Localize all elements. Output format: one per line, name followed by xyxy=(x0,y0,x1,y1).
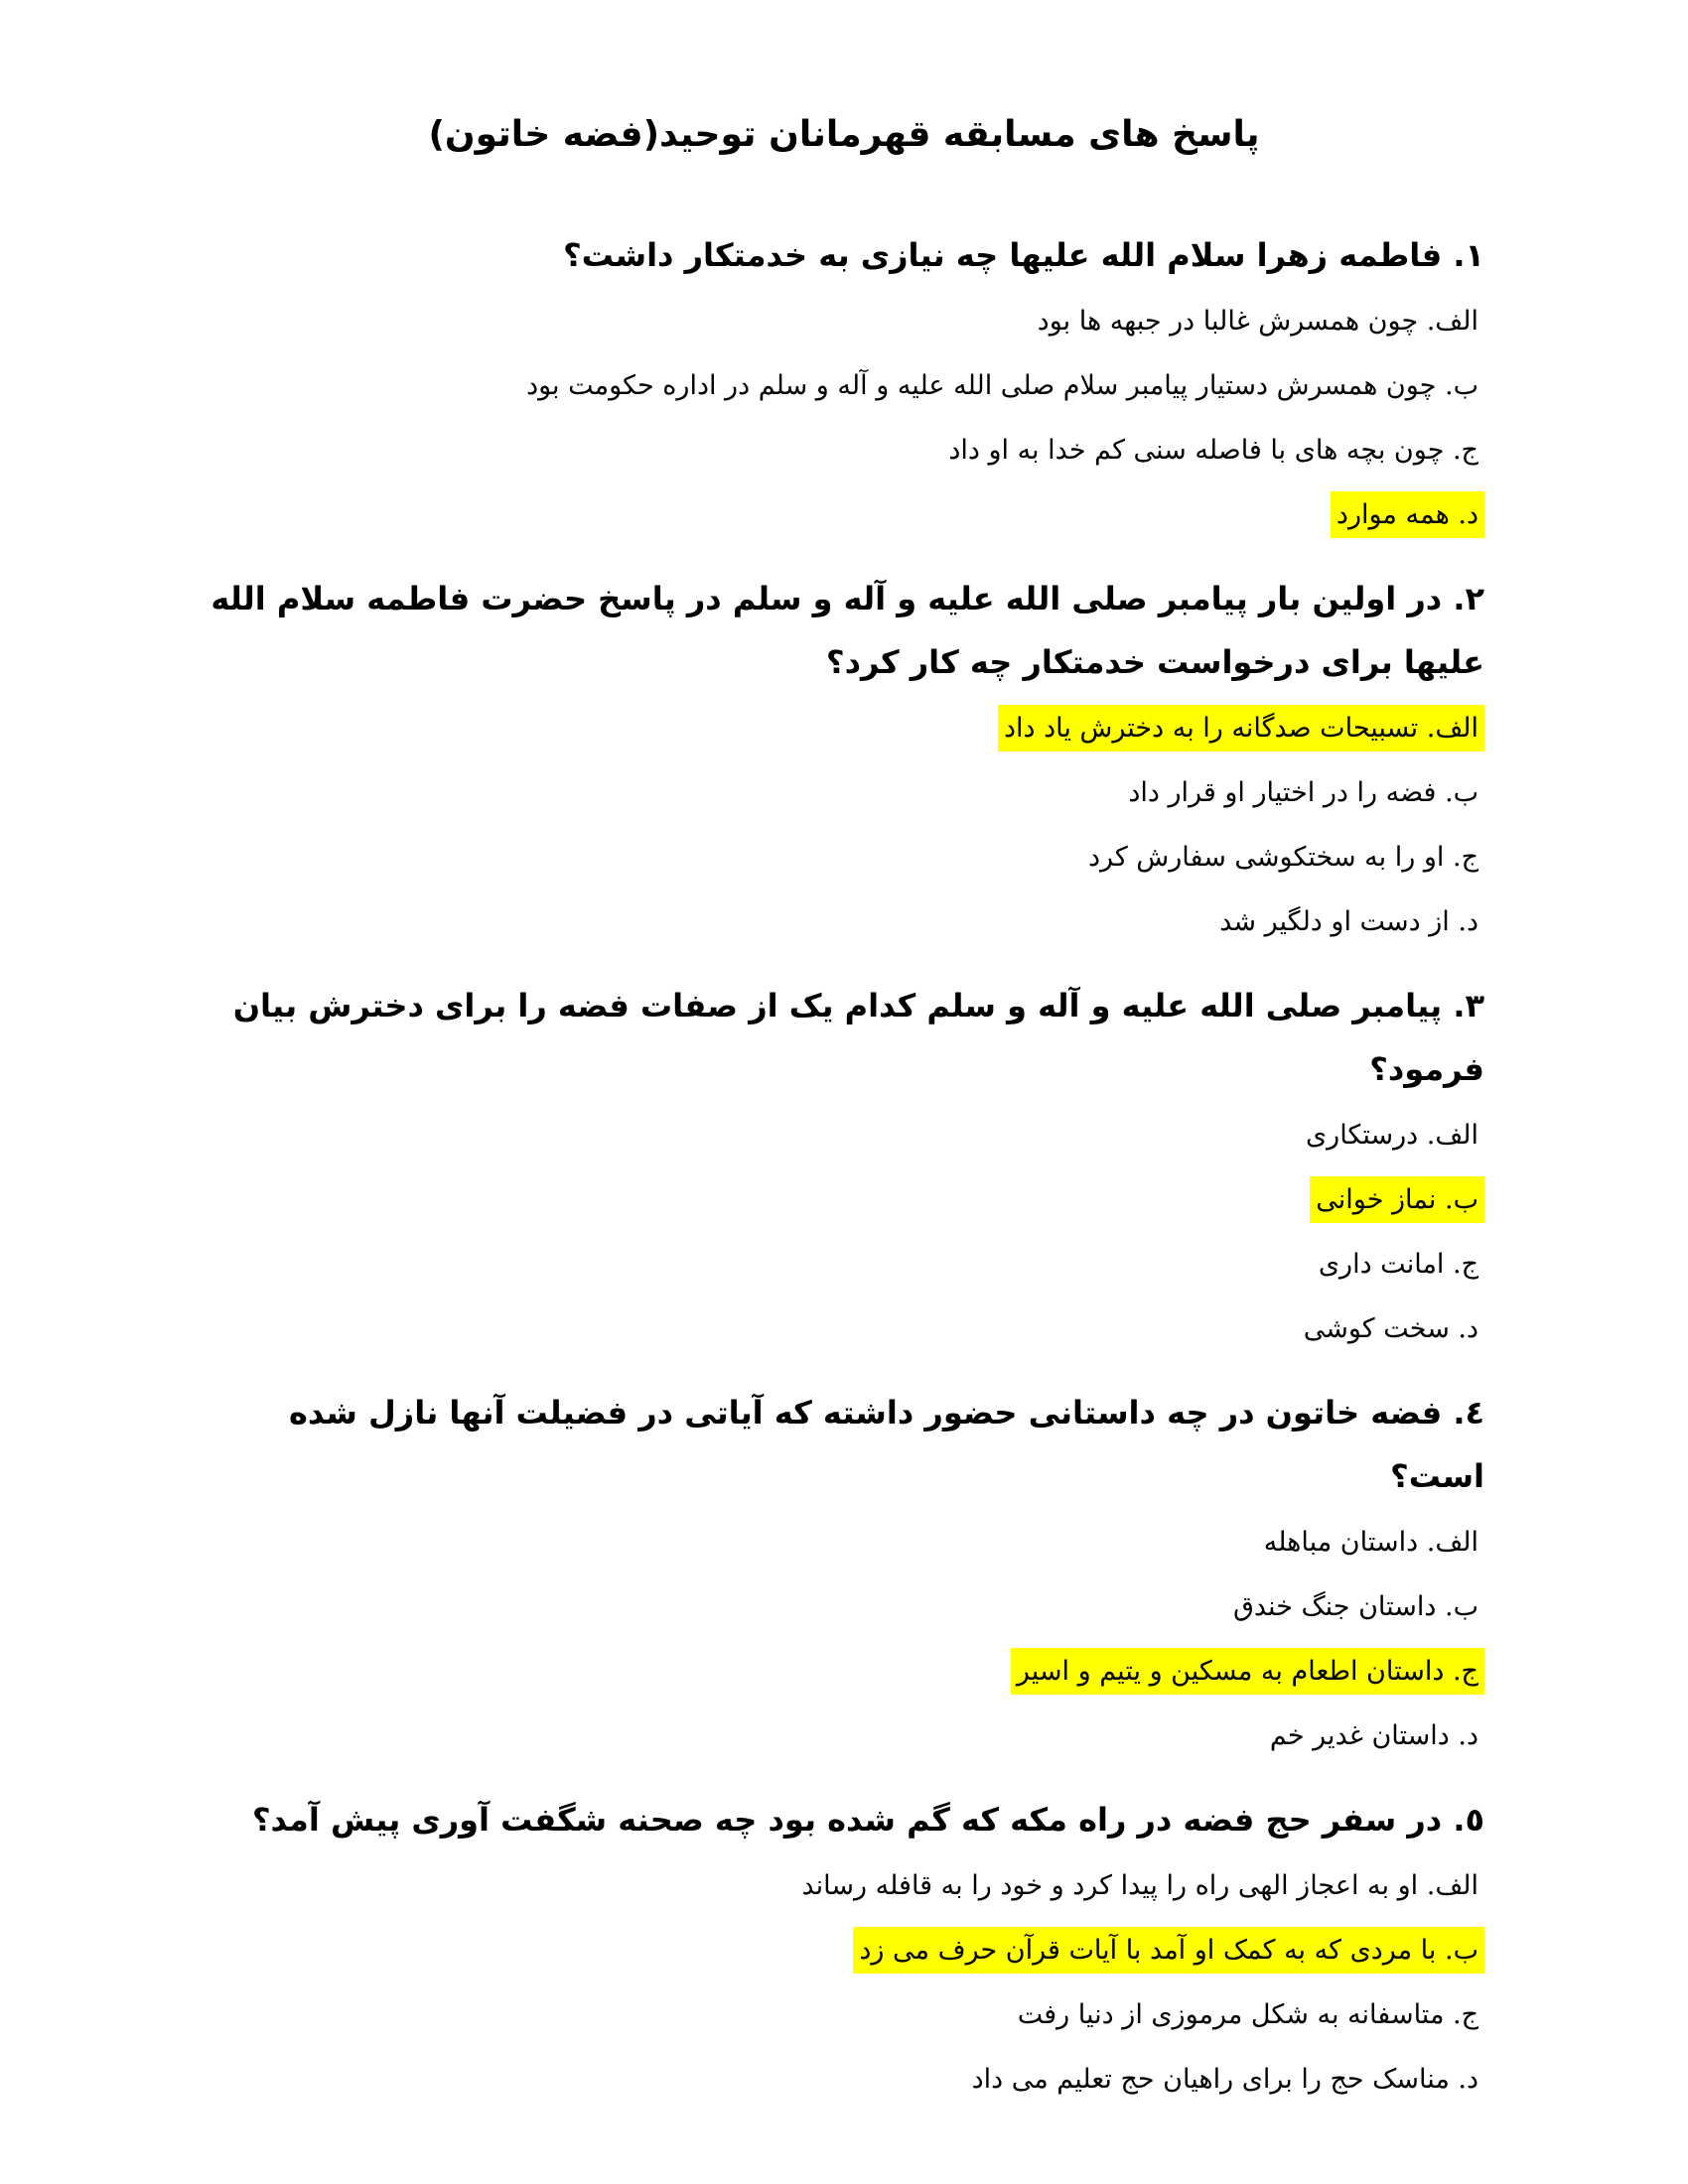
question-text: ۱. فاطمه زهرا سلام الله علیها چه نیازی به خدمتکار داشت؟ xyxy=(563,236,1484,274)
option-d xyxy=(204,889,1484,954)
option-label: ب. فضه را در اختیار او قرار داد xyxy=(1128,777,1478,808)
question-4 xyxy=(204,1381,1484,1768)
option-label: ب. نماز خوانی xyxy=(1310,1176,1484,1223)
option-label: الف. درستکاری xyxy=(1306,1120,1478,1151)
option-b-correct-answer xyxy=(204,1167,1484,1232)
option-c xyxy=(204,418,1484,482)
question-1 xyxy=(204,223,1484,547)
question-text: ٤. فضه خاتون در چه داستانی حضور داشته که آیاتی در فضیلت آنها نازل شده است؟ xyxy=(289,1394,1484,1495)
option-label: ج. داستان اطعام به مسکین و یتیم و اسیر xyxy=(1011,1648,1484,1695)
option-label: ب. داستان جنگ خندق xyxy=(1232,1591,1478,1622)
option-label: د. مناسک حج را برای راهیان حج تعلیم می داد xyxy=(971,2064,1478,2095)
option-c xyxy=(204,1232,1484,1297)
option-a-correct-answer xyxy=(204,696,1484,760)
option-a xyxy=(204,1103,1484,1167)
option-d xyxy=(204,1297,1484,1361)
option-label: الف. تسبیحات صدگانه را به دخترش یاد داد xyxy=(998,705,1484,751)
option-c xyxy=(204,1982,1484,2047)
option-label: الف. او به اعجاز الهی راه را پیدا کرد و خود را به قافله رساند xyxy=(801,1870,1478,1901)
option-label: ج. امانت داری xyxy=(1318,1249,1478,1280)
question-5 xyxy=(204,1788,1484,2112)
option-label: د. سخت کوشی xyxy=(1303,1313,1478,1344)
option-label: د. داستان غدیر خم xyxy=(1269,1720,1478,1751)
option-c-correct-answer xyxy=(204,1639,1484,1704)
option-d xyxy=(204,1704,1484,1768)
question-text: ۳. پیامبر صلی الله علیه و آله و سلم کدام یک از صفات فضه را برای دخترش بیان فرمود؟ xyxy=(232,987,1484,1088)
option-d-correct-answer xyxy=(204,482,1484,547)
option-b-correct-answer xyxy=(204,1918,1484,1982)
question-text: ٥. در سفر حج فضه در راه مکه که گم شده بود چه صحنه شگفت آوری پیش آمد؟ xyxy=(251,1801,1484,1839)
quiz-answers xyxy=(204,223,1484,2112)
option-label: ب. با مردی که به کمک او آمد با آیات قرآن حرف می زد xyxy=(853,1927,1484,1974)
option-label: د. از دست او دلگیر شد xyxy=(1219,906,1478,937)
option-a xyxy=(204,289,1484,353)
option-label: ب. چون همسرش دستیار پیامبر سلام صلی الله علیه و آله و سلم در اداره حکومت بود xyxy=(526,370,1478,401)
question-3 xyxy=(204,974,1484,1361)
option-a xyxy=(204,1853,1484,1918)
question-text: ۲. در اولین بار پیامبر صلی الله علیه و آله و سلم در پاسخ حضرت فاطمه سلام الله علیها برای درخواست خدمتکار چه کار کرد؟ xyxy=(211,580,1484,681)
option-label: ج. او را به سختکوشی سفارش کرد xyxy=(1087,842,1478,873)
option-label: ج. چون بچه های با فاصله سنی کم خدا به او داد xyxy=(948,435,1478,466)
option-b xyxy=(204,1574,1484,1639)
option-label: د. همه موارد xyxy=(1331,491,1484,538)
option-label: ج. متاسفانه به شکل مرموزی از دنیا رفت xyxy=(1017,1999,1478,2030)
option-d xyxy=(204,2047,1484,2112)
option-label: الف. چون همسرش غالبا در جبهه ها بود xyxy=(1037,306,1478,337)
option-a xyxy=(204,1510,1484,1574)
page-title: پاسخ های مسابقه قهرمانان توحید(فضه خاتون) xyxy=(428,114,1260,155)
option-b xyxy=(204,760,1484,825)
option-b xyxy=(204,353,1484,418)
option-label: الف. داستان مباهله xyxy=(1263,1527,1478,1558)
option-c xyxy=(204,825,1484,889)
question-2 xyxy=(204,567,1484,954)
